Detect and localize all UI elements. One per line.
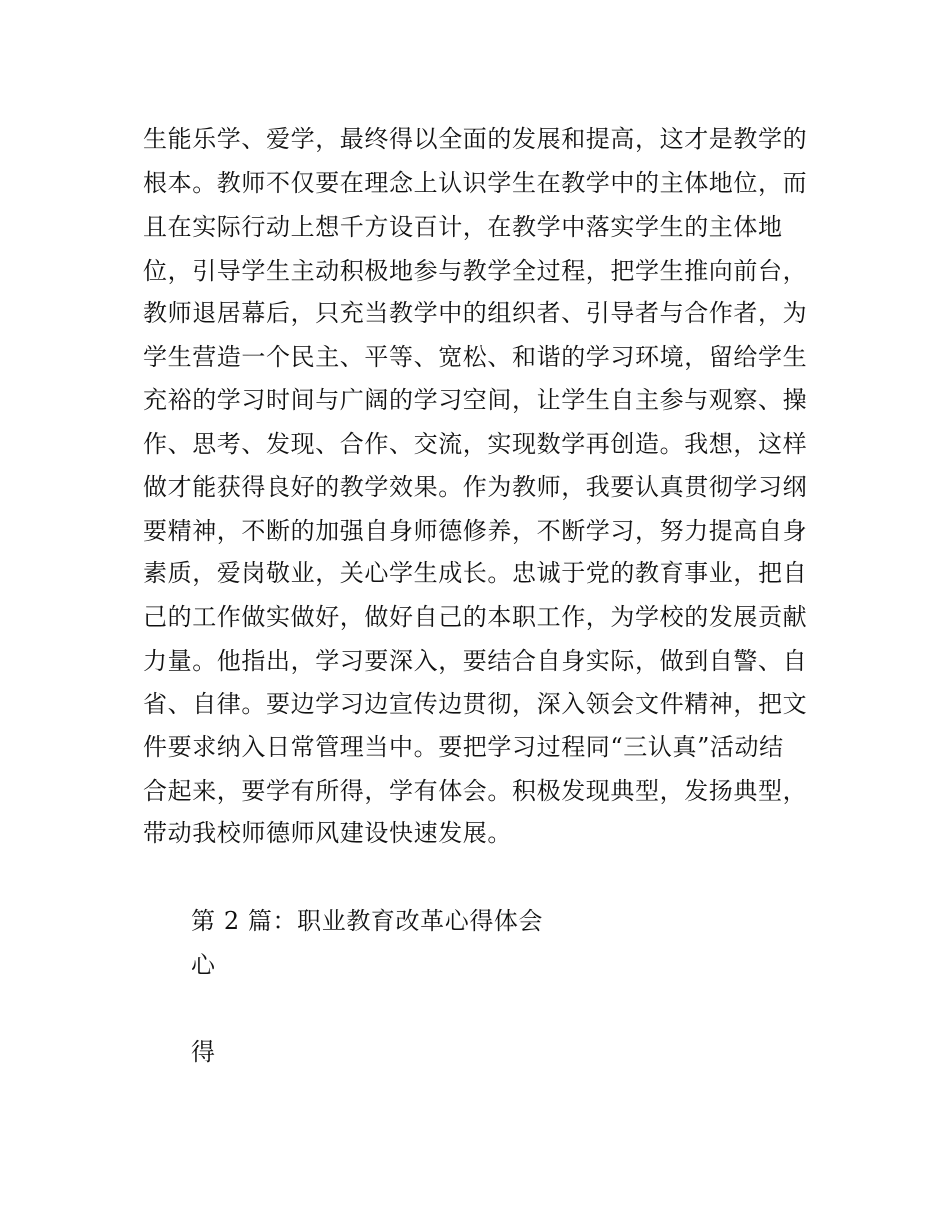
body-text-line: 作、思考、发现、合作、交流，实现数学再创造。我想，这样 bbox=[143, 430, 808, 458]
body-text-line: 且在实际行动上想千方设百计，在教学中落实学生的主体地 bbox=[143, 213, 783, 241]
body-text-line: 省、自律。要边学习边宣传边贯彻，深入领会文件精神，把文 bbox=[143, 690, 808, 718]
body-text-line: 充裕的学习时间与广阔的学习空间，让学生自主参与观察、操 bbox=[143, 386, 808, 414]
body-text-line: 己的工作做实做好，做好自己的本职工作，为学校的发展贡献 bbox=[143, 603, 808, 631]
body-text-line: 学生营造一个民主、平等、宽松、和谐的学习环境，留给学生 bbox=[143, 343, 808, 371]
body-text-line: 做才能获得良好的教学效果。作为教师，我要认真贯彻学习纲 bbox=[143, 473, 808, 501]
body-text-line: 合起来，要学有所得，学有体会。积极发现典型，发扬典型， bbox=[143, 777, 808, 805]
body-text-line: 教师退居幕后，只充当教学中的组织者、引导者与合作者，为 bbox=[143, 299, 808, 327]
body-text-line: 要精神，不断的加强自身师德修养，不断学习，努力提高自身 bbox=[143, 517, 808, 545]
body-text-line: 位，引导学生主动积极地参与教学全过程，把学生推向前台， bbox=[143, 257, 808, 285]
vertical-title-char: 心 bbox=[191, 951, 216, 979]
body-text-line: 带动我校师德师风建设快速发展。 bbox=[143, 819, 512, 847]
body-text-line: 件要求纳入日常管理当中。要把学习过程同“三认真”活动结 bbox=[143, 733, 784, 761]
body-text-line: 力量。他指出，学习要深入，要结合自身实际，做到自警、自 bbox=[143, 647, 808, 675]
body-text-line: 生能乐学、爱学，最终得以全面的发展和提高，这才是教学的 bbox=[143, 125, 808, 153]
vertical-title-char: 得 bbox=[191, 1038, 216, 1066]
section-heading: 第 2 篇：职业教育改革心得体会 bbox=[191, 907, 544, 935]
body-text-line: 素质，爱岗敬业，关心学生成长。忠诚于党的教育事业，把自 bbox=[143, 559, 808, 587]
body-text-line: 根本。教师不仅要在理念上认识学生在教学中的主体地位，而 bbox=[143, 169, 808, 197]
